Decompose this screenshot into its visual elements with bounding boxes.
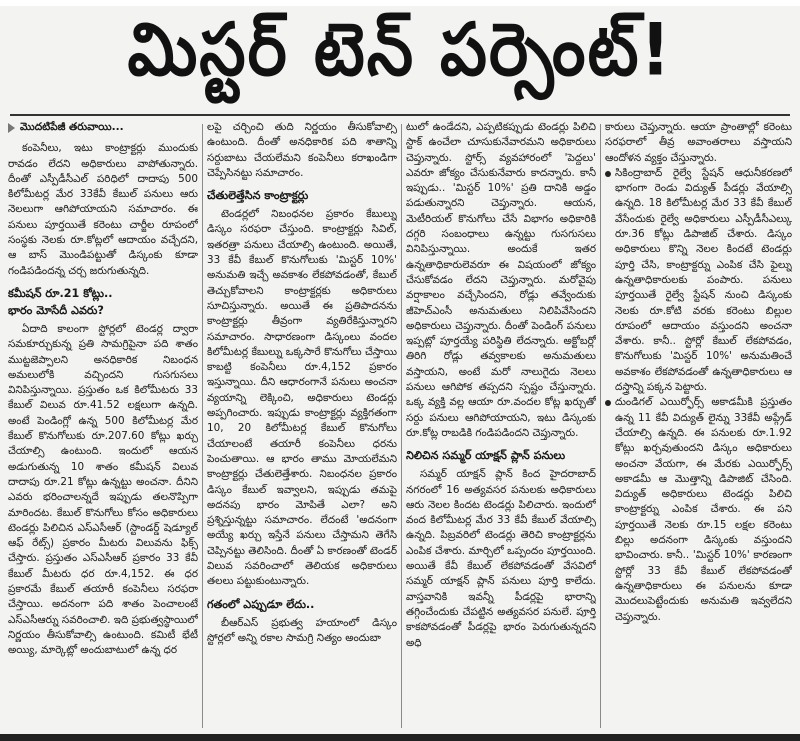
- column-4: [605, 120, 792, 732]
- headline-rule: [10, 114, 790, 116]
- paragraph: టెండర్లలో నిబంధనల ప్రకారం కేబుల్ను డిస్కం సరఫరా చేస్తుంది. కాంట్రాక్టర్లు సివిల్, ఇతరత్రా పనులు చేయాల్సి ఉంటుంది. అయితే, 33 కేవీ కేబుల్ కొనుగోలుకు 'మిస్టర్ 10%' అనుమతి ఇచ్చే అవకాశం లేకపోవడంతో, కేబుల్ తెచ్చుకోవాలని కాంట్రాక్టర్లకు అధికారులు సూచిస్తున్నారు. అయితే ఈ ప్రతిపాదనను కాంట్రాక్టర్లు తీవ్రంగా వ్యతిరేకిస్తున్నారని సమాచారం. సాధారణంగా డిస్కంలు వందల కిలోమీటర్ల కేబుల్ను ఒక్కసారే కొనుగోలు చేస్తాయి కాబట్టి కంపెనీలు రూ.4,152 ప్రకారం ఇస్తున్నాయి. దీని ఆధారంగానే పనులు అంచనా వ్యయాన్ని లెక్కించి, అధికారులు టెండర్లు అప్పగించారు. ఇప్పుడు కాంట్రాక్టర్లు వ్యక్తిగతంగా 10, 20 కిలోమీటర్ల కేబుల్ కొనుగోలు చేయాలంటే తయారీ కంపెనీలు ధరను పెంచుతాయి. ఆ భారం తాము మోయలేమని కాంట్రాక్టర్లు చేతులెత్తేశారు. నిబంధనల ప్రకారం డిస్కం కేబుల్ ఇవ్వాలని, ఇప్పుడు తమపై అదనపు భారం మోపితే ఎలా? అని ప్రశ్నిస్తున్నట్టు సమాచారం. లేదంటే 'అదనంగా అయ్యే ఖర్చు ఇస్తేనే పనులు చేస్తామని తెగేసి చెప్పినట్టు తెలిసింది. దీంతో ఏ కారణంతో టెండర్ విలువ సవరించాలో తెలియక అధికారులు తలలు పట్టుకుంటున్నారు.: [207, 208, 397, 588]
- subheading: చేతులెత్తేసిన కాంట్రాక్టర్లు: [207, 189, 309, 203]
- kicker-text: మొదటిపేజీ తరువాయి...: [20, 121, 124, 133]
- subheading-line: కమీషన్ రూ.21 కోట్లు..: [8, 286, 113, 300]
- subheading: [8, 285, 198, 319]
- bullet-paragraph: సికింద్రాబాద్ రైల్వే స్టేషన్ ఆధునీకరణలో భాగంగా రెండు విద్యుత్ పీడర్లు వేయాల్సి ఉన్నది. 18 కిలోమీటర్ల మేర 33 కేవీ కేబుల్ వేసేందుకు రైల్వే అధికారులు ఎస్పీడీసీఎల్కు రూ.36 కోట్లు డిపాజిట్ చేశారు. డిస్కం అధికారులు కొన్ని నెలల కిందటే టెండర్లు పూర్తి చేసి, కాంట్రాక్టర్ను ఎంపిక చేసి ఫైల్ను ఉన్నతాధికారులకు పంపారు. పనులు పూర్తయితే రైల్వే స్టేషన్ నుంచి డిస్కంకు నెలకు రూ.కోటి వరకు కరెంటు బిల్లుల రూపంలో ఆదాయం వస్తుందని అంచనా వేశారు. కానీ.. స్టోర్లో కేబుల్ లేకపోవడం, కొనుగోలుకు 'మిస్టర్ 10%' అనుమతించే అవకాశం లేకపోవడంతో ఉన్నతాధికారులు ఆ దస్త్రాన్ని పక్కన పెట్టారు.: [605, 166, 792, 395]
- paragraph: బీఆర్ఎస్ ప్రభుత్వ హయాంలో డిస్కం స్టోర్లలో అన్ని రకాల సామగ్రి నిత్యం అందుబా: [207, 616, 397, 644]
- subheading: నిలిచిన సమ్మర్ యాక్షన్ ప్లాన్ పనులు: [406, 449, 566, 463]
- paragraph: కంపెనీలు, ఇటు కాంట్రాక్టర్లు ముందుకు రావడం లేదని అధికారులు వాపోతున్నారు. దీంతో ఎస్పీడీసీఎల్ పరిధిలో దాదాపు 500 కిలోమీటర్ల మేర 33కేవీ కేబుల్ పనులు ఆరు నెలలుగా ఆగిపోయాయని సమాచారం. ఈ పనులు పూర్తయితే కరెంటు చార్జీల రూపంలో సంస్థకు నెలకు రూ.కోట్లలో ఆదాయం వచ్చేదని, ఆ బాస్ మొండిపట్టుతో డిస్కంకు కూడా గండిపడిందన్న చర్చ జరుగుతున్నది.: [8, 142, 198, 277]
- article-body: [8, 120, 792, 732]
- continuation-kicker: [8, 120, 198, 135]
- bullet-paragraph: దుండిగల్ ఎయిర్ఫోర్స్ అకాడమీకి ప్రస్తుతం ఉన్న 11 కేవీ విద్యుత్ లైన్ను 33కేవీ అప్గ్రేడ్ చేయాల్సి ఉన్నది. ఈ పనులకు రూ.1.92 కోట్లు ఖర్చవుతుందని డిస్కం అధికారులు అంచనా వేయగా, ఈ మేరకు ఎయిర్ఫోర్స్ అకాడమీ ఆ మొత్తాన్ని డిపాజిట్ చేసింది. విద్యుత్ అధికారులు టెండర్లు పిలిచి కాంట్రాక్టర్ను ఎంపిక చేశారు. ఈ పని పూర్తయితే నెలకు రూ.15 లక్షల కరెంటు బిల్లు అదనంగా డిస్కంకు వస్తుందని భావించారు. కానీ.. 'మిస్టర్ 10%' కారణంగా స్టోర్లో 33 కేవీ కేబుల్ లేకపోవడంతో ఉన్నతాధికారులు ఈ పనులను కూడా మొదలుపెట్టేందుకు అనుమతి ఇవ్వలేదని చెప్తున్నారు.: [605, 395, 792, 624]
- arrow-right-icon: [8, 123, 15, 133]
- paragraph: ఏదాది కాలంగా స్టోర్లలో టెండర్ల ద్వారా సమకూర్చుకున్న ప్రతి సామగ్రిపైనా పది శాతం ముట్టజెప్పాలని అనధికారిక నిబంధన అమలులోకి వచ్చిందని గుసగుసలు వినిపిస్తున్నాయి. ప్రస్తుతం ఒక కిలోమీటరు 33 కేబుల్ విలువ రూ.41.52 లక్షలుగా ఉన్నది. అంటే పెండింగ్లో ఉన్న 500 కిలోమీటర్ల మేర కేబుల్ కొనుగోలుకు రూ.207.60 కోట్లు ఖర్చు చేయాల్సి ఉంటుంది. ఇందులో ఆయన అడుగుతున్న 10 శాతం కమీషన్ విలువ దాదాపు రూ.21 కోట్లు ఉన్నట్టు అంచనా. దీనిని ఎవరు భరించాలన్నదే ఇప్పుడు తలనొప్పిగా మారిందట. కేబుల్ కొనుగోలు కోసం అధికారులు టెండర్లు పిలిచిన ఎస్ఎసీఆర్ (స్టాండర్డ్ షెడ్యూల్ ఆఫ్ రేట్స్) ప్రకారం మీటరు విలువను ఫిక్స్ చేస్తారు. ప్రస్తుతం ఎస్ఎసీఆర్ ప్రకారం 33 కేవీ కేబుల్ మీటరు ధర రూ.4,152. ఈ ధర ప్రకారమే కేబుల్ తయారీ కంపెనీలు సరఫరా చేస్తాయి. అదనంగా పది శాతం పెంచాలంటే ఎస్ఎసీఆర్ను సవరించాలి. ఇది ప్రభుత్వస్థాయిలో నిర్ణయం తీసుకోవాల్సి ఉంటుంది. కమిటీ భేటీ అయ్యి, మార్కెట్లో అందుబాటులో ఉన్న ధర: [8, 322, 198, 657]
- column-3: [406, 120, 596, 732]
- paragraph: కారులు చెప్తున్నారు. ఆయా ప్రాంతాల్లో కరెంటు సరఫరాలో తీవ్ర అవాంతరాలు వస్తాయని ఆందోళన వ్యక్తం చేస్తున్నారు.: [605, 121, 792, 164]
- subheading: గతంలో ఎప్పుడూ లేదు..: [207, 597, 315, 611]
- next-article-strip: [0, 734, 800, 741]
- column-1: [8, 120, 198, 732]
- paragraph: లపై చర్చించి తుది నిర్ణయం తీసుకోవాల్సి ఉంటుంది. దీంతో అనధికారిక పది శాతాన్ని సర్దుబాటు చేయలేమని కంపెనీలు కరాఖండిగా చెప్పేసినట్టు సమాచారం.: [207, 121, 397, 179]
- headline: మిస్టర్ టెన్ పర్సెంట్!: [127, 6, 673, 92]
- subheading-line: భారం మోసేదీ ఎవరు?: [8, 303, 104, 317]
- paragraph: సమ్మర్ యాక్షన్ ప్లాన్ కింద హైదరాబాద్ నగరంలో 16 అత్యవసర పనులకు అధికారులు ఆరు నెలల కిందట టెండర్లు పిలిచారు. ఇందులో వంద కిలోమీటర్ల మేర 33 కేవీ కేబుల్ వేయాల్సి ఉన్నది. పిబ్రవరిలో టెండర్లు తెరిచి కాంట్రాక్టర్లను ఎంపిక చేశారు. మార్చిలో ఒప్పందం పూర్తయింది. అయితే కేవీ కేబుల్ లేకపోవడంతో వేసవిలో సమ్మర్ యాక్షన్ ప్లాన్ పనులు పూర్తి కాలేదు. వాస్తవానికి ఇవన్నీ పీడర్లపై భారాన్ని తగ్గించేందుకు చేపట్టిన అత్యవసర పనులే. పూర్తి కాకపోవడంతో పీడర్లపై భారం పెరుగుతున్నదని అధి: [406, 468, 596, 649]
- column-2: [207, 120, 397, 732]
- paragraph: టులో ఉండేదని, ఎప్పటికప్పుడు టెండర్లు పిలిచి స్టాక్ ఉంచేలా చూసుకునేవారమని అధికారులు చెప్తున్నారు. స్టోర్స్ వ్యవహారంలో 'పెద్దలు' ఎవరూ జోక్యం చేసుకునేవారు కాదన్నారు. కానీ ఇప్పుడు.. 'మిస్టర్ 10%' ప్రతి దానికి అడ్డం పడుతున్నారని చెప్తున్నారు. ఆయన, మెటీరియల్ కొనుగోలు చేసే విభాగం అధికారికి దగ్గరి సంబంధాలు ఉన్నట్టు గుసగుసలు వినిపిస్తున్నాయి. అందుకే ఇతర ఉన్నతాధికారులెవరూ ఈ విషయంలో జోక్యం చేసుకోవడం లేదని చెప్తున్నారు. మరోవైపు వర్షాకాలం వచ్చేసిందని, రోడ్లు తవ్వేందుకు జీహెచ్ఎంసీ అనుమతులు నిలిపివేసిందని అధికారులు చెప్తున్నారు. దీంతో పెండింగ్ పనులు ఇప్పట్లో పూర్తయ్యే పరిస్థితి లేదన్నారు. అక్టోబర్లో తిరిగి రోడ్లు తవ్వకాలకు అనుమతులు వస్తాయని, అంటే మరో నాలుగైదు నెలలు పనులు ఆగిపోక తప్పదని స్పష్టం చేస్తున్నారు. ఒక్క వ్యక్తి వల్ల ఆయా రూ.వందల కోట్ల ఖర్చుతో సర్దు పనులు ఆగిపోయాయని, ఇటు డిస్కంకు రూ.కోట్ల రాబడికి గండిపడిందని చెప్తున్నారు.: [406, 121, 596, 439]
